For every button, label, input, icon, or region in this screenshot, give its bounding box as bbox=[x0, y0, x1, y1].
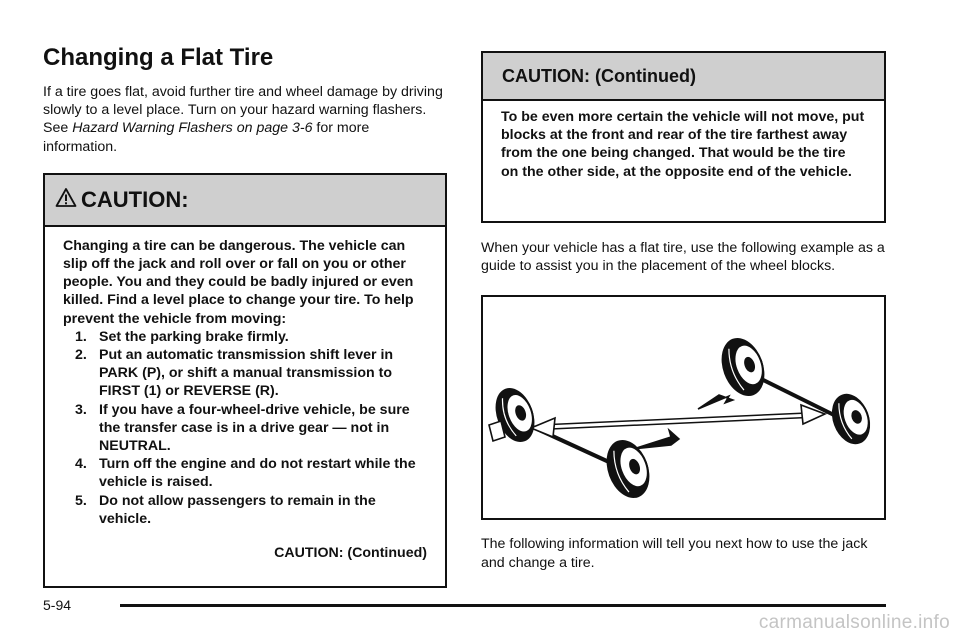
caution-step bbox=[75, 346, 427, 401]
tire-rear-right bbox=[714, 332, 772, 402]
caution-step bbox=[75, 328, 427, 346]
step-text: Set the parking brake firmly. bbox=[99, 328, 289, 345]
right-column bbox=[481, 51, 886, 572]
caution-steps bbox=[75, 328, 427, 528]
intro-paragraph bbox=[43, 83, 447, 156]
wheel-block-diagram bbox=[481, 295, 886, 520]
caution-header bbox=[45, 175, 445, 227]
hazard-flashers-reference[interactable]: Hazard Warning Flashers on page 3-6 bbox=[72, 120, 313, 137]
tire-front-right bbox=[825, 389, 877, 450]
step-text: Do not allow passengers to remain in the vehicle. bbox=[99, 492, 376, 527]
arrow-head-left bbox=[531, 418, 555, 437]
intro-text-before: If a tire goes flat, avoid further tire and wheel damage by driving slowly to a level place. Turn on your hazard warning flashers. See bbox=[43, 84, 443, 137]
caution-step bbox=[75, 455, 427, 491]
step-text: Turn off the engine and do not restart while the vehicle is raised. bbox=[99, 456, 416, 491]
caution-continued-header bbox=[483, 53, 884, 101]
caution-continued-label: CAUTION: (Continued) bbox=[274, 545, 427, 562]
block-arrow-lower bbox=[633, 430, 679, 449]
caution-step bbox=[75, 492, 427, 528]
site-watermark: carmanualsonline.info bbox=[758, 612, 950, 633]
footer-rule bbox=[120, 604, 886, 607]
intro-text-after: for more information. bbox=[43, 120, 370, 155]
step-text: Put an automatic transmission shift lever in PARK (P), or shift a manual transmission to FIRST (1) or REVERSE (R). bbox=[99, 347, 394, 400]
warning-triangle-icon bbox=[55, 187, 77, 213]
jack-instructions-paragraph: The following information will tell you next how to use the jack and change a tire. bbox=[481, 536, 868, 571]
direction-arrow bbox=[545, 415, 813, 427]
caution-continued-title: CAUTION: (Continued) bbox=[502, 65, 696, 86]
caution-box bbox=[43, 173, 447, 588]
caution-title: CAUTION: bbox=[81, 186, 189, 212]
step-text: If you have a four-wheel-drive vehicle, be sure the transfer case is in a drive gear — not in NEUTRAL. bbox=[99, 401, 410, 455]
step-number: 4. bbox=[75, 456, 87, 473]
caution-continued-body: To be even more certain the vehicle will not move, put blocks at the front and rear of the tire farthest away from the one being changed. That would be the tire on the other side, at the opposite end of the vehicle. bbox=[501, 109, 865, 180]
caution-continued-content bbox=[483, 101, 884, 181]
section-title: Changing a Flat Tire bbox=[43, 44, 274, 71]
caution-continued-box bbox=[481, 51, 886, 223]
step-number: 2. bbox=[75, 347, 87, 364]
page-number: 5-94 bbox=[43, 597, 72, 613]
step-number: 1. bbox=[75, 328, 87, 345]
left-column bbox=[43, 44, 447, 588]
wheel-blocks-paragraph: When your vehicle has a flat tire, use the following example as a guide to assist you in the placement of the wheel blocks. bbox=[481, 240, 885, 275]
step-number: 5. bbox=[75, 492, 87, 509]
caution-step bbox=[75, 401, 427, 456]
block-arrow-upper bbox=[698, 395, 733, 409]
caution-body: Changing a tire can be dangerous. The vehicle can slip off the jack and roll over or fall on you or other people. You and they could be badly injured or even killed. Find a level place to change your tire. To help prevent the vehicle from moving: bbox=[63, 237, 414, 327]
step-number: 3. bbox=[75, 401, 87, 418]
wheel-block-illustration bbox=[483, 297, 884, 518]
caution-content bbox=[45, 227, 445, 562]
